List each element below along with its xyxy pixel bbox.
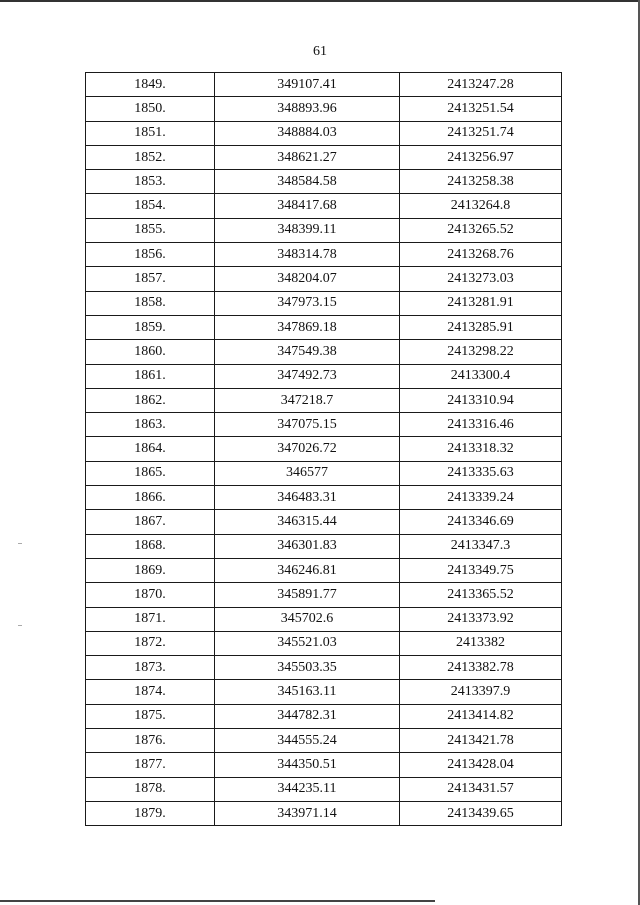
table-row <box>86 291 562 315</box>
y-coordinate-cell: 2413382 <box>400 631 562 655</box>
point-number-cell: 1865. <box>86 461 215 485</box>
table-row <box>86 607 562 631</box>
point-number-cell: 1868. <box>86 534 215 558</box>
point-number-cell: 1851. <box>86 121 215 145</box>
coordinate-table <box>85 72 562 826</box>
table-row <box>86 437 562 461</box>
x-coordinate-cell: 344350.51 <box>215 753 400 777</box>
point-number-cell: 1860. <box>86 340 215 364</box>
point-number-cell: 1879. <box>86 801 215 825</box>
point-number-cell: 1857. <box>86 267 215 291</box>
y-coordinate-cell: 2413439.65 <box>400 801 562 825</box>
x-coordinate-cell: 348893.96 <box>215 97 400 121</box>
y-coordinate-cell: 2413335.63 <box>400 461 562 485</box>
point-number-cell: 1853. <box>86 170 215 194</box>
table-row <box>86 729 562 753</box>
table-row <box>86 656 562 680</box>
coordinate-table-body <box>86 73 562 826</box>
point-number-cell: 1871. <box>86 607 215 631</box>
point-number-cell: 1873. <box>86 656 215 680</box>
y-coordinate-cell: 2413428.04 <box>400 753 562 777</box>
point-number-cell: 1878. <box>86 777 215 801</box>
y-coordinate-cell: 2413397.9 <box>400 680 562 704</box>
y-coordinate-cell: 2413339.24 <box>400 486 562 510</box>
x-coordinate-cell: 347492.73 <box>215 364 400 388</box>
table-row <box>86 510 562 534</box>
x-coordinate-cell: 346483.31 <box>215 486 400 510</box>
table-row <box>86 97 562 121</box>
point-number-cell: 1850. <box>86 97 215 121</box>
x-coordinate-cell: 348314.78 <box>215 243 400 267</box>
table-row <box>86 583 562 607</box>
x-coordinate-cell: 347026.72 <box>215 437 400 461</box>
y-coordinate-cell: 2413382.78 <box>400 656 562 680</box>
table-row <box>86 218 562 242</box>
x-coordinate-cell: 345521.03 <box>215 631 400 655</box>
table-row <box>86 73 562 97</box>
point-number-cell: 1862. <box>86 388 215 412</box>
y-coordinate-cell: 2413285.91 <box>400 315 562 339</box>
table-row <box>86 194 562 218</box>
y-coordinate-cell: 2413247.28 <box>400 73 562 97</box>
x-coordinate-cell: 344782.31 <box>215 704 400 728</box>
x-coordinate-cell: 344555.24 <box>215 729 400 753</box>
x-coordinate-cell: 347869.18 <box>215 315 400 339</box>
x-coordinate-cell: 346301.83 <box>215 534 400 558</box>
y-coordinate-cell: 2413349.75 <box>400 558 562 582</box>
y-coordinate-cell: 2413346.69 <box>400 510 562 534</box>
x-coordinate-cell: 348204.07 <box>215 267 400 291</box>
x-coordinate-cell: 349107.41 <box>215 73 400 97</box>
x-coordinate-cell: 345503.35 <box>215 656 400 680</box>
table-row <box>86 704 562 728</box>
point-number-cell: 1874. <box>86 680 215 704</box>
y-coordinate-cell: 2413318.32 <box>400 437 562 461</box>
x-coordinate-cell: 348621.27 <box>215 145 400 169</box>
point-number-cell: 1858. <box>86 291 215 315</box>
x-coordinate-cell: 347973.15 <box>215 291 400 315</box>
point-number-cell: 1854. <box>86 194 215 218</box>
x-coordinate-cell: 348399.11 <box>215 218 400 242</box>
table-row <box>86 267 562 291</box>
table-row <box>86 558 562 582</box>
x-coordinate-cell: 345163.11 <box>215 680 400 704</box>
y-coordinate-cell: 2413365.52 <box>400 583 562 607</box>
point-number-cell: 1863. <box>86 413 215 437</box>
x-coordinate-cell: 346246.81 <box>215 558 400 582</box>
x-coordinate-cell: 347218.7 <box>215 388 400 412</box>
table-row <box>86 388 562 412</box>
y-coordinate-cell: 2413421.78 <box>400 729 562 753</box>
y-coordinate-cell: 2413431.57 <box>400 777 562 801</box>
point-number-cell: 1859. <box>86 315 215 339</box>
x-coordinate-cell: 347075.15 <box>215 413 400 437</box>
x-coordinate-cell: 346315.44 <box>215 510 400 534</box>
table-row <box>86 753 562 777</box>
table-row <box>86 631 562 655</box>
table-row <box>86 777 562 801</box>
y-coordinate-cell: 2413256.97 <box>400 145 562 169</box>
point-number-cell: 1870. <box>86 583 215 607</box>
y-coordinate-cell: 2413414.82 <box>400 704 562 728</box>
point-number-cell: 1849. <box>86 73 215 97</box>
table-row <box>86 315 562 339</box>
y-coordinate-cell: 2413347.3 <box>400 534 562 558</box>
scan-mark <box>18 543 22 544</box>
y-coordinate-cell: 2413310.94 <box>400 388 562 412</box>
x-coordinate-cell: 346577 <box>215 461 400 485</box>
point-number-cell: 1869. <box>86 558 215 582</box>
x-coordinate-cell: 348584.58 <box>215 170 400 194</box>
x-coordinate-cell: 343971.14 <box>215 801 400 825</box>
table-row <box>86 486 562 510</box>
point-number-cell: 1876. <box>86 729 215 753</box>
point-number-cell: 1875. <box>86 704 215 728</box>
y-coordinate-cell: 2413281.91 <box>400 291 562 315</box>
point-number-cell: 1864. <box>86 437 215 461</box>
y-coordinate-cell: 2413258.38 <box>400 170 562 194</box>
y-coordinate-cell: 2413251.74 <box>400 121 562 145</box>
table-row <box>86 364 562 388</box>
table-row <box>86 534 562 558</box>
y-coordinate-cell: 2413265.52 <box>400 218 562 242</box>
point-number-cell: 1852. <box>86 145 215 169</box>
x-coordinate-cell: 345891.77 <box>215 583 400 607</box>
x-coordinate-cell: 345702.6 <box>215 607 400 631</box>
x-coordinate-cell: 347549.38 <box>215 340 400 364</box>
point-number-cell: 1855. <box>86 218 215 242</box>
table-row <box>86 243 562 267</box>
point-number-cell: 1856. <box>86 243 215 267</box>
y-coordinate-cell: 2413298.22 <box>400 340 562 364</box>
table-row <box>86 801 562 825</box>
table-row <box>86 413 562 437</box>
y-coordinate-cell: 2413268.76 <box>400 243 562 267</box>
table-row <box>86 145 562 169</box>
x-coordinate-cell: 348884.03 <box>215 121 400 145</box>
table-row <box>86 680 562 704</box>
scan-mark <box>18 625 22 626</box>
point-number-cell: 1872. <box>86 631 215 655</box>
y-coordinate-cell: 2413316.46 <box>400 413 562 437</box>
point-number-cell: 1867. <box>86 510 215 534</box>
point-number-cell: 1866. <box>86 486 215 510</box>
table-row <box>86 461 562 485</box>
table-row <box>86 121 562 145</box>
y-coordinate-cell: 2413273.03 <box>400 267 562 291</box>
y-coordinate-cell: 2413373.92 <box>400 607 562 631</box>
y-coordinate-cell: 2413264.8 <box>400 194 562 218</box>
scan-edge-bottom <box>0 900 435 902</box>
point-number-cell: 1861. <box>86 364 215 388</box>
page-number: 61 <box>313 44 327 59</box>
x-coordinate-cell: 344235.11 <box>215 777 400 801</box>
y-coordinate-cell: 2413251.54 <box>400 97 562 121</box>
scan-edge-top <box>0 0 640 2</box>
x-coordinate-cell: 348417.68 <box>215 194 400 218</box>
point-number-cell: 1877. <box>86 753 215 777</box>
table-row <box>86 170 562 194</box>
table-row <box>86 340 562 364</box>
y-coordinate-cell: 2413300.4 <box>400 364 562 388</box>
